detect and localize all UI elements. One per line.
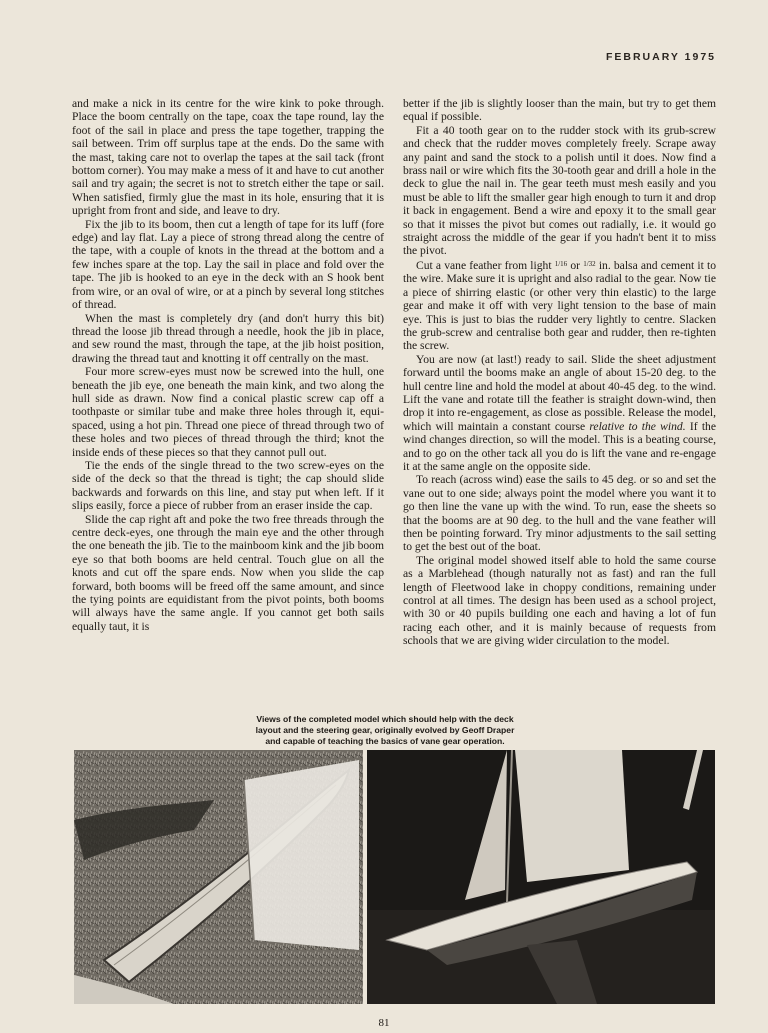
paragraph: Fix the jib to its boom, then cut a length of tape for its luff (fore edge) and lay flat. Lay a piece of strong thread along the centre of the tape, with a couple of knots in the thread at the bottom and a few inches spare at the top. Lay the sail in place and fold over the tape. The jib is hooked to an eye in the deck with an S hook bent from wire, or an oval of wire, or at a pinch by several long stitches of thread. bbox=[72, 217, 384, 312]
text-run: in. balsa and cement it to the wire. Make sure it is upright and also radial to the gear. Now tie a piece of shirring elastic (or other very thin elastic) to the large gear and make it off with very light tension to the base of main eye. This is just to bias the rudder very lightly to centre. Slacken the grub-screw and centralise both gear and rudder, then re-tighten the screw. bbox=[403, 258, 717, 353]
text-run: Cut a vane feather from light bbox=[416, 258, 552, 272]
paragraph: and make a nick in its centre for the wire kink to poke through. Place the boom centrally on the tape, coax the tape round, lay the foot of the sail in place and press the tape together, trapping the sail between. Trim off surplus tape at the ends. Do the same with the mast, taking care not to overlap the tapes at the sail tack (front bottom corner). You may make a mess of it and have to cut another sail and try again; the secret is not to stretch either the tape or sail. When satisfied, firmly glue the mast in its hole, ensuring that it is upright from front and side, and leave to dry. bbox=[72, 97, 384, 218]
caption-line: and capable of teaching the basics of vane gear operation. bbox=[265, 736, 505, 746]
paragraph: better if the jib is slightly looser than the main, but try to get them equal if possible. bbox=[403, 97, 716, 124]
italic-text: relative to the wind. bbox=[589, 419, 686, 433]
text-run: You are now (at last!) ready to sail. Slide the sheet adjustment forward until the booms make an angle of about 15-20 deg. to the hull centre line and hold the model at about 40-45 deg. to the wind. Lift the vane and rotate till the feather is straight down-wind, then drop it into re-engagement, as close as possible. Release the model, which will maintain a constant course bbox=[403, 352, 716, 433]
paragraph: The original model showed itself able to hold the same course as a Marblehead (though naturally not as fast) and ran the full length of Fleetwood lake in choppy conditions, remaining under control at all times. The design has been used as a school project, with 30 or 40 pupils building one each and having a lot of fun racing each other, and it is mainly because of requests from schools that we are giving wider circulation to the model. bbox=[403, 553, 716, 648]
fraction: 1/32 bbox=[583, 259, 596, 268]
model-yacht-on-grass-photo bbox=[74, 750, 363, 1004]
caption-line: Views of the completed model which should help with the deck bbox=[256, 714, 514, 724]
text-run: If the wind changes direction, so will the model. This is a beating course, and to go on the other tack all you do is lift the vane and re-engage it at the same angle on the opposite side. bbox=[403, 419, 716, 473]
model-yacht-dark-background-photo bbox=[367, 750, 715, 1004]
issue-date-header: FEBRUARY 1975 bbox=[605, 51, 716, 63]
paragraph: To reach (across wind) ease the sails to 45 deg. or so and set the vane out to one side; always point the model where you want it to go then line the vane up with the wind. To run, ease the sheets so that the booms are at 90 deg. to the hull and the vane feather will then be pointing forward. Try minor adjustments to the sail setting to get the best out of the boat. bbox=[403, 473, 716, 554]
photo-caption bbox=[150, 714, 620, 747]
paragraph bbox=[403, 353, 716, 474]
article-column-right bbox=[403, 97, 716, 648]
paragraph: Tie the ends of the single thread to the two screw-eyes on the side of the deck so that the thread is tight; the cap should slide backwards and forwards on this line, and stay put when left. If it slips easily, force a piece of rubber from an eraser inside the cap. bbox=[72, 458, 384, 513]
paragraph bbox=[403, 258, 716, 353]
fraction: 1/16 bbox=[554, 259, 568, 268]
caption-line: layout and the steering gear, originally evolved by Geoff Draper bbox=[255, 725, 515, 735]
text-run: or bbox=[570, 258, 581, 272]
paragraph: When the mast is completely dry (and don't hurry this bit) thread the loose jib thread through a needle, hook the jib in place, and sew round the mast, through the tape, at the jib hoist position, drawing the thread taut and knotting it off centrally on the mast. bbox=[72, 311, 384, 365]
paragraph: Slide the cap right aft and poke the two free threads through the centre deck-eyes, one through the main eye and the other through the one beneath the jib. Tie to the mainboom kink and the jib boom eye so that both booms are held central. Touch glue on all the knots and cut off the spare ends. Now when you slide the cap forward, both booms will be freed off the same amount, and since the tying points are equidistant from the pivot points, both booms will always have the same angle. If you cannot get both sails equally taut, it is bbox=[72, 512, 384, 633]
page-number: 81 bbox=[378, 1017, 390, 1029]
paragraph: Four more screw-eyes must now be screwed into the hull, one beneath the jib eye, one beneath the main kink, and two along the hull side as drawn. Now find a conical plastic screw cap off a toothpaste or similar tube and make three holes through it, equi-spaced, using a hot pin. Thread one piece of thread through two of these holes and two pieces of thread through the third; knot the inside ends of these pieces so that they cannot pull out. bbox=[72, 365, 384, 459]
paragraph: Fit a 40 tooth gear on to the rudder stock with its grub-screw and check that the rudder moves completely freely. Scrape away any paint and sand the stock to a polish until it does. Now find a brass nail or wire which fits the 30-tooth gear and drill a hole in the deck to glue the nail in. The gear teeth must mesh easily and you must be able to lift the smaller gear high enough to turn it and drop it back in engagement. Bend a wire and epoxy it to the small gear so that it misses the pivot but comes out radially, i.e. it would go straight across the middle of the gear if you hadn't bent it to miss the pivot. bbox=[403, 123, 716, 258]
article-column-left bbox=[72, 97, 384, 633]
